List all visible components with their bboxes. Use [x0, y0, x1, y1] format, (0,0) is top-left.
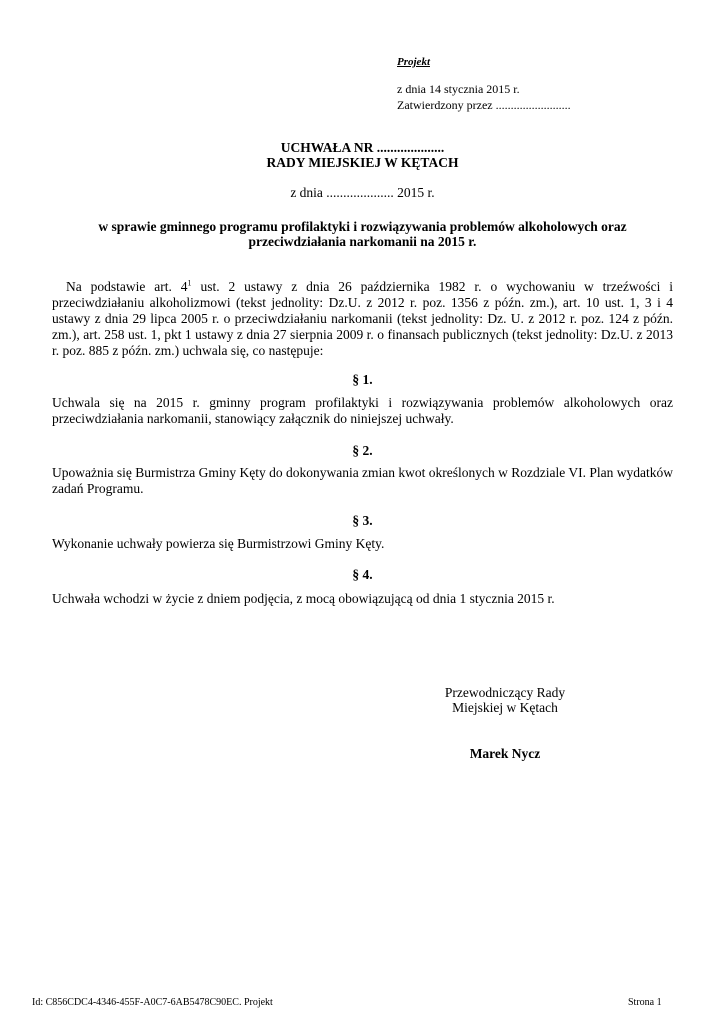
council-name: RADY MIEJSKIEJ W KĘTACH	[266, 155, 459, 170]
section-2-text: Upoważnia się Burmistrza Gminy Kęty do dokonywania zmian kwot określonych w Rozdziale VI. Plan wydatków zadań Programu.	[52, 465, 673, 496]
header-meta	[397, 81, 571, 113]
signatory-role-line1: Przewodniczący Rady	[444, 685, 566, 700]
signatory-name: Marek Nycz	[469, 746, 541, 761]
preamble-part2: ust. 2 ustawy z dnia 26 października 1982 r. o wychowaniu w trzeźwości i przeciwdziałaniu alkoholizmowi (tekst jednolity: Dz.U. z 2012 r. poz. 1356 z późn. zm.), art. 10 ust. 1, 3 i 4 ustawy z dnia 29 lipca 2005 r. o przeciwdziałaniu narkomanii (tekst jednolity: Dz. U. z 2012 r. poz. 124 z późn. zm.), art. 258 ust. 1, pkt 1 ustawy z dnia 27 sierpnia 2009 r. o finansach publicznych (tekst jednolity: Dz.U. z 2013 r. poz. 885 z późn. zm.) uchwala się, co następuje:	[52, 279, 673, 358]
section-4-mark: § 4.	[352, 567, 373, 582]
header-approved: Zatwierdzony przez .........................	[397, 98, 571, 112]
signatory-role-line2: Miejskiej w Kętach	[452, 700, 558, 715]
footer-document-id: Id: C856CDC4-4346-455F-A0C7-6AB5478C90EC. Projekt	[32, 997, 273, 1008]
section-3-mark: § 3.	[352, 513, 373, 528]
projekt-label: Projekt	[397, 56, 430, 68]
preamble-part1: Na podstawie art. 4	[66, 279, 188, 294]
section-1-mark: § 1.	[352, 372, 373, 387]
resolution-number: UCHWAŁA NR ....................	[280, 140, 445, 155]
footer-page-number: Strona 1	[628, 997, 662, 1008]
resolution-date: z dnia .................... 2015 r.	[290, 185, 435, 200]
section-4-text: Uchwała wchodzi w życie z dniem podjęcia, z mocą obowiązującą od dnia 1 stycznia 2015 r.	[52, 591, 555, 606]
section-3-text: Wykonanie uchwały powierza się Burmistrzowi Gminy Kęty.	[52, 536, 385, 551]
preamble-superscript: 1	[187, 278, 192, 288]
header-date: z dnia 14 stycznia 2015 r.	[397, 82, 520, 96]
section-2-mark: § 2.	[352, 443, 373, 458]
resolution-subject: w sprawie gminnego programu profilaktyki i rozwiązywania problemów alkoholowych oraz przeciwdziałania narkomanii na 2015 r.	[98, 219, 627, 249]
preamble	[52, 279, 673, 359]
section-1-text: Uchwala się na 2015 r. gminny program profilaktyki i rozwiązywania problemów alkoholowych oraz przeciwdziałania narkomanii, stanowiący załącznik do niniejszej uchwały.	[52, 395, 673, 426]
